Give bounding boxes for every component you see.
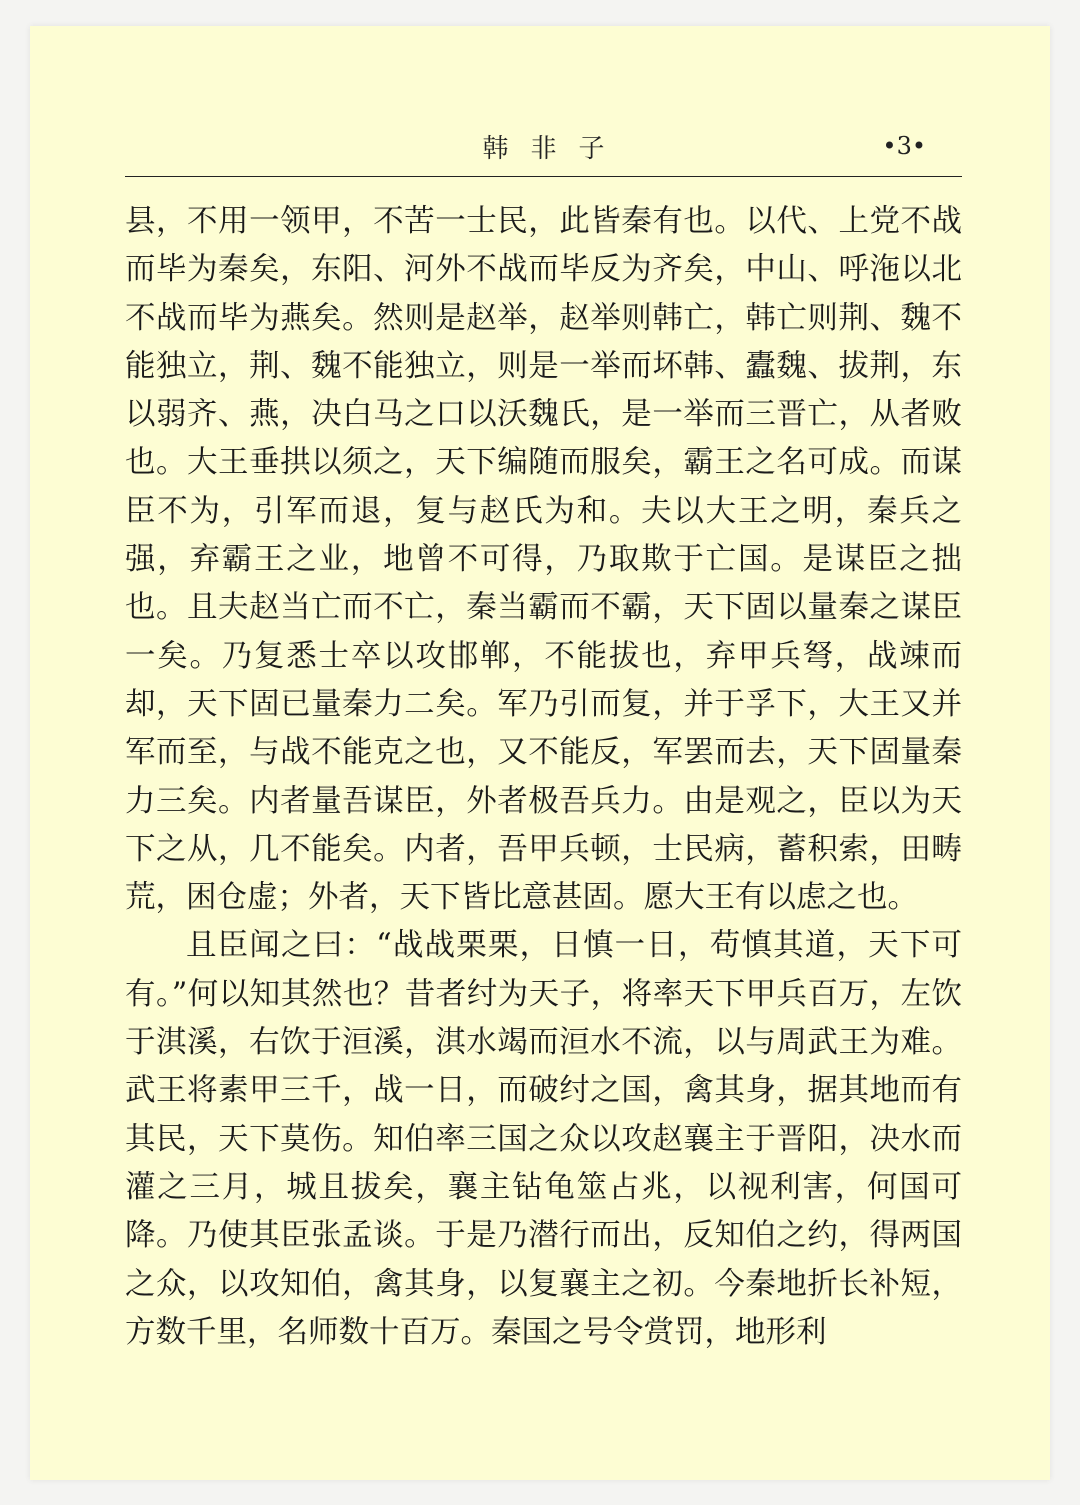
page-number: •3• — [882, 132, 926, 160]
paragraph: 县，不用一领甲，不苦一士民，此皆秦有也。以代、上党不战而毕为秦矣，东阳、河外不战而毕反为齐矣，中山、呼沲以北不战而毕为燕矣。然则是赵举，赵举则韩亡，韩亡则荆、魏不能独立，荆、魏不能独立，则是一举而坏韩、蠹魏、拔荆，东以弱齐、燕，决白马之口以沃魏氏，是一举而三晋亡，从者败也。大王垂拱以须之，天下编随而服矣，霸王之名可成。而谋臣不为，引军而退，复与赵氏为和。夫以大王之明，秦兵之强，弃霸王之业，地曾不可得，乃取欺于亡国。是谋臣之拙也。且夫赵当亡而不亡，秦当霸而不霸，天下固以量秦之谋臣一矣。乃复悉士卒以攻邯郸，不能拔也，弃甲兵弩，战竦而却，天下固已量秦力二矣。军乃引而复，并于孚下，大王又并军而至，与战不能克之也，又不能反，军罢而去，天下固量秦力三矣。内者量吾谋臣，外者极吾兵力。由是观之，臣以为天下之从，几不能矣。内者，吾甲兵顿，士民病，蓄积索，田畴荒，困仓虚；外者，天下皆比意甚固。愿大王有以虑之也。 — [125, 204, 962, 916]
book-title: 韩非子 — [482, 134, 627, 164]
body-text — [125, 198, 962, 1357]
page-header — [125, 126, 962, 177]
book-page — [30, 26, 1050, 1480]
paragraph: 且臣闻之曰：“战战栗栗，日慎一日，苟慎其道，天下可有。”何以知其然也？昔者纣为天子，将率天下甲兵百万，左饮于淇溪，右饮于洹溪，淇水竭而洹水不流，以与周武王为难。武王将素甲三千，战一日，而破纣之国，禽其身，据其地而有其民，天下莫伤。知伯率三国之众以攻赵襄主于晋阳，决水而灌之三月，城且拔矣，襄主钻龟筮占兆，以视利害，何国可降。乃使其臣张孟谈。于是乃潜行而出，反知伯之约，得两国之众，以攻知伯，禽其身，以复襄主之初。今秦地折长补短，方数千里，名师数十百万。秦国之号令赏罚，地形利 — [125, 928, 962, 1350]
